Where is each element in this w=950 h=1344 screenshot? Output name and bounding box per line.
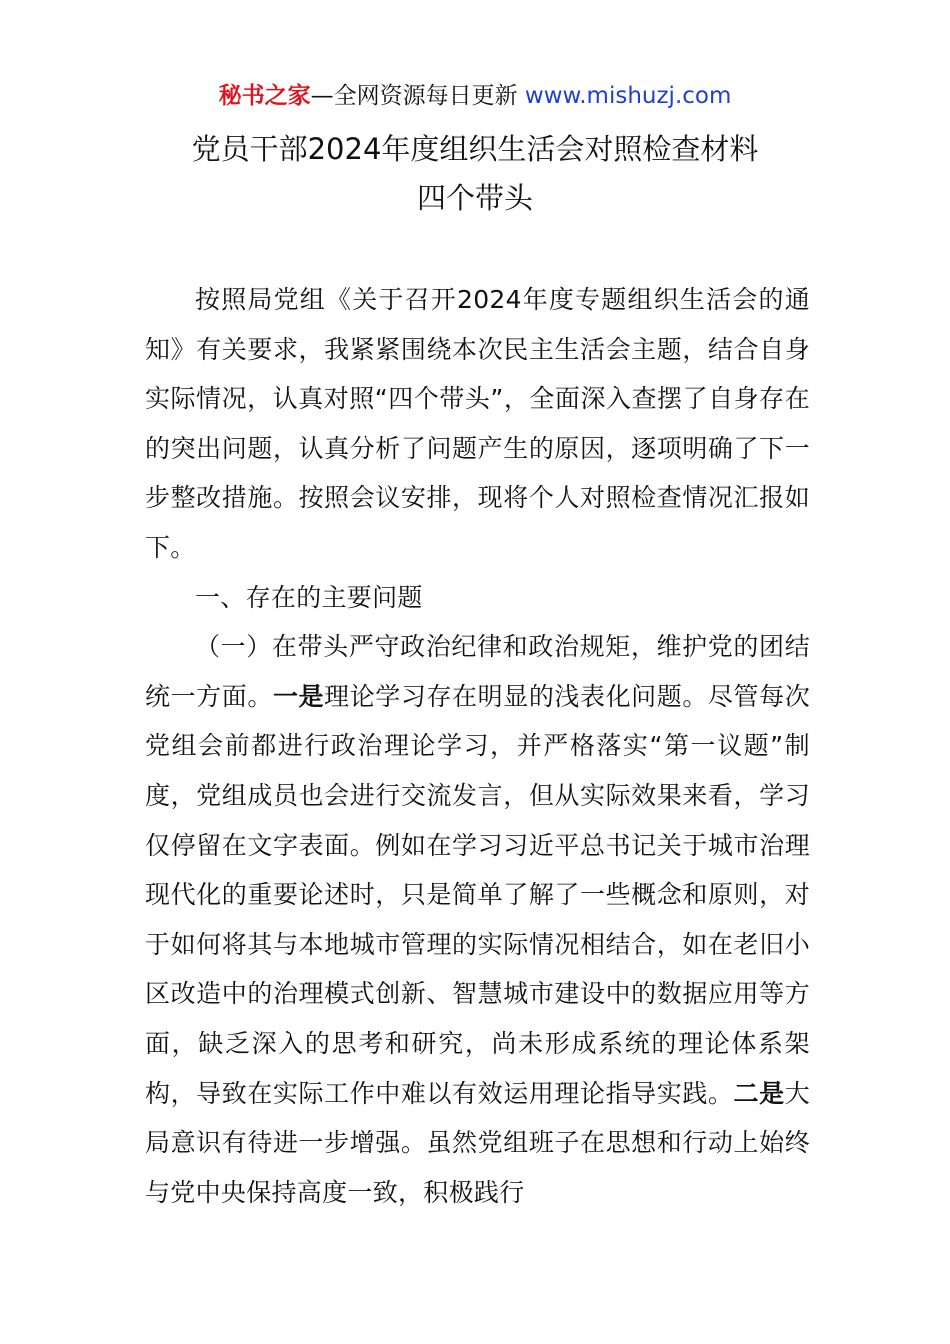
point-one-label: 一是 [272, 681, 325, 711]
intro-paragraph: 按照局党组《关于召开2024年度专题组织生活会的通知》有关要求，我紧紧围绕本次民主生活会主题，结合自身实际情况，认真对照“四个带头”，全面深入查摆了自身存在的突出问题，认真分析了问题产生的原因，逐项明确了下一步整改措施。按照会议安排，现将个人对照检查情况汇报如下。 [145, 285, 810, 562]
site-url-link[interactable]: www.mishuzj.com [524, 83, 732, 109]
site-brand: 秘书之家 [218, 83, 311, 109]
document-body [145, 275, 810, 1217]
subsection-lead: （一）在带头严守政治纪律和政治规矩，维护党的团结统一方面。 [145, 632, 810, 711]
site-banner [0, 80, 950, 112]
document-subtitle: 四个带头 [416, 181, 533, 215]
point-two-label: 二是 [733, 1078, 785, 1108]
section-heading: 一、存在的主要问题 [195, 582, 423, 612]
document-title: 党员干部2024年度组织生活会对照检查材料 [191, 132, 759, 166]
subsection-paragraph [145, 622, 810, 1217]
site-tagline: —全网资源每日更新 [310, 83, 525, 109]
point-two-text: 大局意识有待进一步增强。虽然党组班子在思想和行动上始终与党中央保持高度一致，积极践行 [145, 1078, 810, 1207]
point-one-text: 理论学习存在明显的浅表化问题。尽管每次党组会前都进行政治理论学习，并严格落实“第一议题”制度，党组成员也会进行交流发言，但从实际效果来看，学习仅停留在文字表面。例如在学习习近平总书记关于城市治理现代化的重要论述时，只是简单了解了一些概念和原则，对于如何将其与本地城市管理的实际情况相结合，如在老旧小区改造中的治理模式创新、智慧城市建设中的数据应用等方面，缺乏深入的思考和研究，尚未形成系统的理论体系架构，导致在实际工作中难以有效运用理论指导实践。 [145, 681, 810, 1108]
